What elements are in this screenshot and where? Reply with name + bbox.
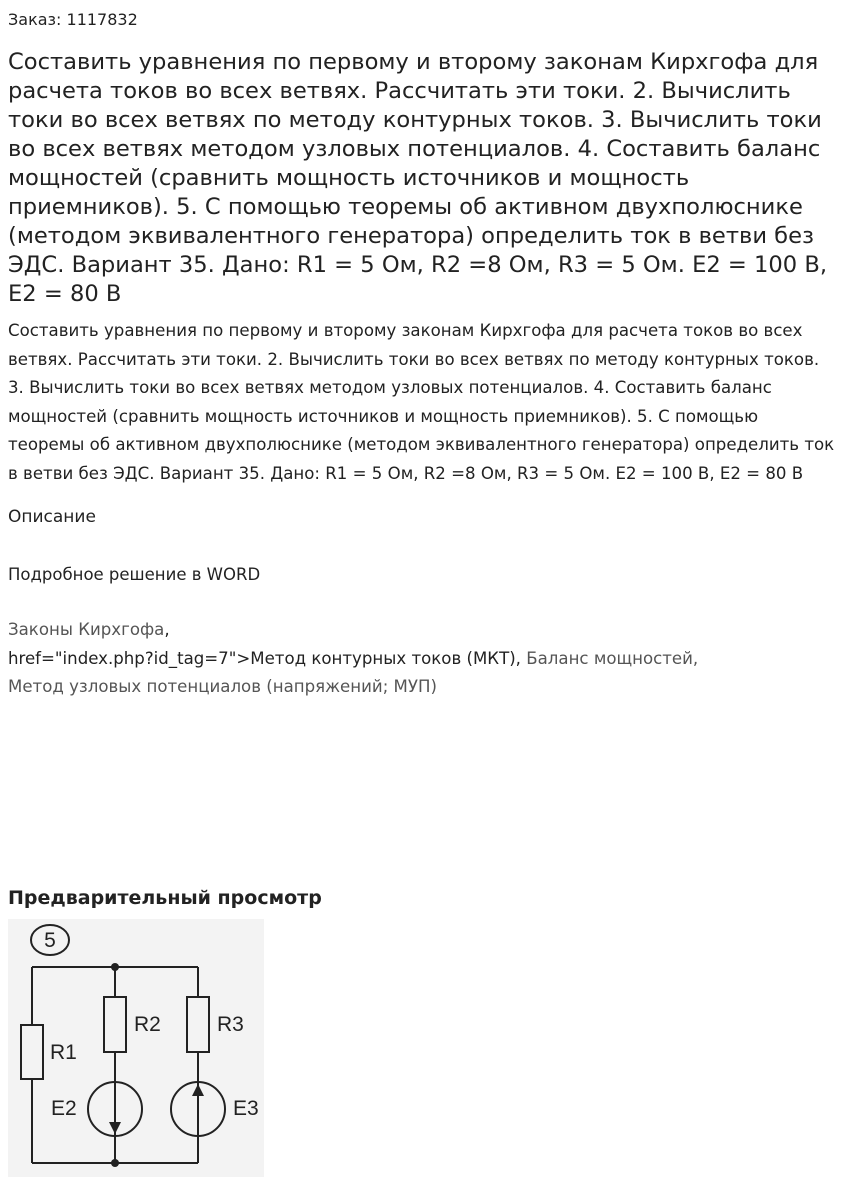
tag-broken-markup: href="index.php?id_tag=7">Метод контурных токов (МКТ), [8,648,521,668]
r1-label: R1 [50,1041,77,1064]
tag-separator: , [164,620,170,639]
e3-arrow-up-icon [192,1084,204,1096]
tag-list [8,616,839,702]
description-heading: Описание [8,507,96,527]
bottom-node-dot [111,1159,119,1167]
r3-resistor [187,997,209,1052]
task-description: Составить уравнения по первому и второму законам Кирхгофа для расчета токов во всех ветвях. Рассчитать эти токи. 2. Вычислить токи во всех ветвях по методу контурных токов. 3. Вычислить токи во всех ветвях методом узловых потенциалов. 4. Составить баланс мощностей (сравнить мощность источников и мощность приемников). 5. С помощью теоремы об активном двухполюснике (методом эквивалентного генератора) определить ток в ветви без ЭДС. Вариант 35. Дано: R1 = 5 Ом, R2 =8 Ом, R3 = 5 Ом. E2 = 100 В, E2 = 80 В [8,321,835,483]
circuit-diagram [8,919,264,1177]
r1-resistor [21,1025,43,1079]
e2-arrow-down-icon [109,1122,121,1134]
tag-link-kirchhoff[interactable]: Законы Кирхгофа [8,620,165,639]
e3-label: E3 [233,1097,259,1120]
r2-label: R2 [134,1013,161,1036]
variant-number: 5 [44,929,56,952]
r2-resistor [104,997,126,1052]
preview-image[interactable] [8,919,264,1177]
task-title: Составить уравнения по первому и второму законам Кирхгофа для расчета токов во всех ветвях. Рассчитать эти токи. 2. Вычислить токи во всех ветвях по методу контурных токов. 3. Вычислить токи во всех ветвях методом узловых потенциалов. 4. Составить баланс мощностей (сравнить мощность источников и мощность приемников). 5. С помощью теоремы об активном двухполюснике (методом эквивалентного генератора) определить ток в ветви без ЭДС. Вариант 35. Дано: R1 = 5 Ом, R2 =8 Ом, R3 = 5 Ом. E2 = 100 В, E2 = 80 В [8,49,828,307]
r3-label: R3 [217,1013,244,1036]
top-node-dot [111,963,119,971]
e2-label: E2 [51,1097,77,1120]
tag-separator: , [692,648,699,668]
preview-heading: Предварительный просмотр [8,887,322,909]
order-number: Заказ: 1117832 [8,10,138,29]
tag-link-nodal-potentials[interactable]: Метод узловых потенциалов (напряжений; МУП) [8,677,437,696]
solution-note: Подробное решение в WORD [8,565,261,584]
tag-link-power-balance[interactable]: Баланс мощностей [526,648,693,668]
